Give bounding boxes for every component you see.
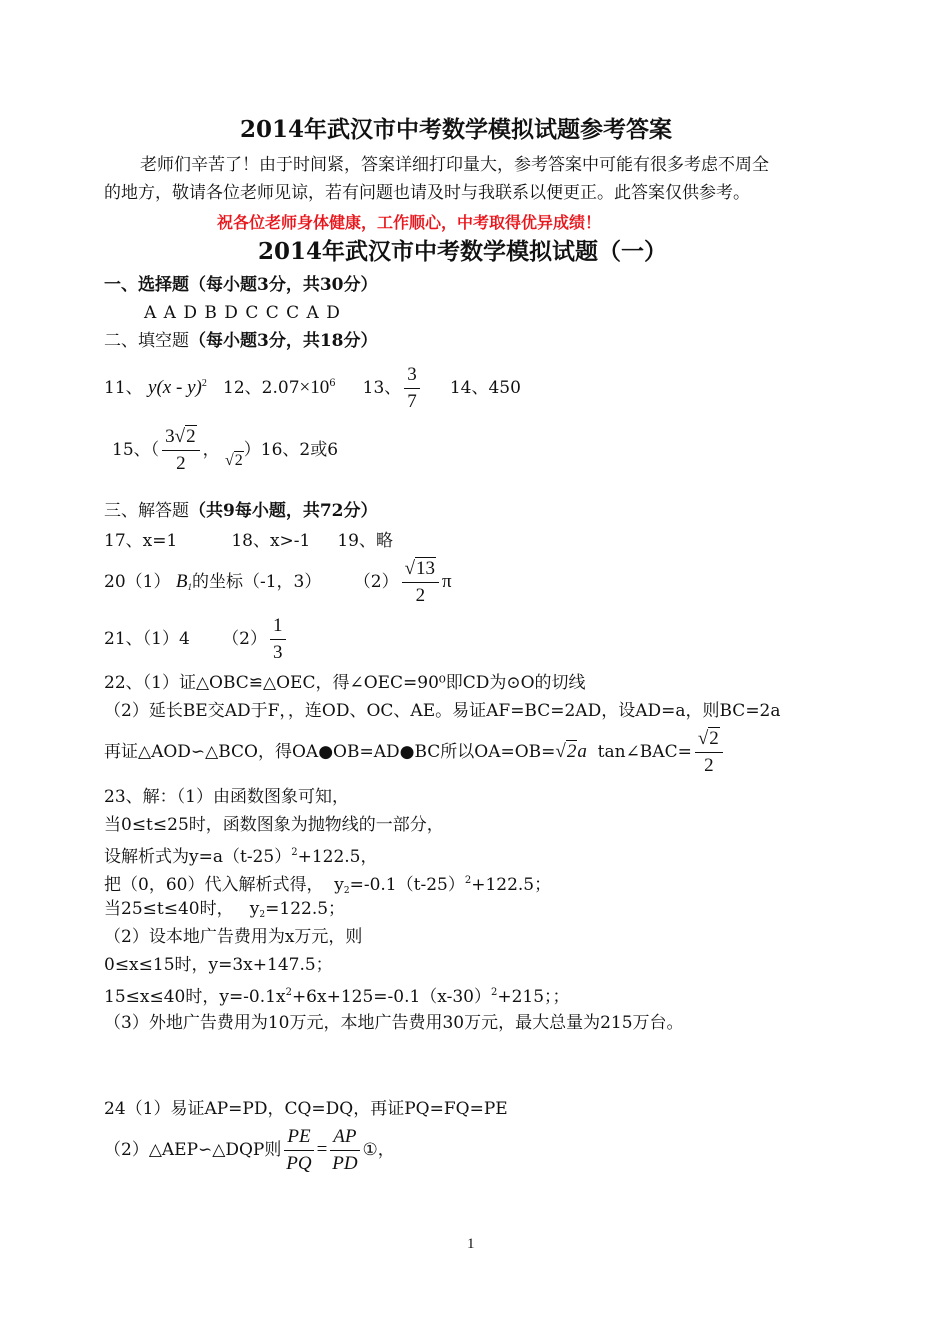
q15-label: 15、（ xyxy=(112,440,160,460)
q11-label: 11、 xyxy=(104,378,143,398)
q22-frac-sqrt: √2 xyxy=(697,728,719,749)
q15-comma: ， xyxy=(202,440,220,460)
intro-line-1: 老师们辛苦了！由于时间紧，答案详细打印量大，参考答案中可能有很多考虑不周全 xyxy=(140,155,769,175)
q24-f2-num: AP xyxy=(330,1126,359,1151)
q20-num xyxy=(402,558,439,583)
q20-pi: π xyxy=(442,571,452,592)
q24-fraction-1 xyxy=(284,1126,313,1175)
q22-var: a xyxy=(577,741,587,762)
q23-l4-exp: 2 xyxy=(464,875,472,886)
section3-title-bold: （共9每小题，共72分） xyxy=(189,501,378,521)
q23-line-6: （2）设本地广告费用为x万元，则 xyxy=(104,927,363,947)
q24-tail: ①， xyxy=(362,1140,395,1160)
q24-fraction-2 xyxy=(330,1126,359,1175)
q22-fraction xyxy=(695,728,723,777)
q20-rad: 13 xyxy=(416,558,436,579)
intro-line-2: 的地方，敬请各位老师见谅，若有问题也请及时与我联系以便更正。此答案仅供参考。 xyxy=(104,183,750,203)
q23-line-2: 当0≤t≤25时，函数图象为抛物线的一部分， xyxy=(104,815,444,835)
q20-den: 2 xyxy=(415,585,426,606)
q22-sqrt: √2 xyxy=(555,741,577,762)
q15-tail: ）16、2或6 xyxy=(243,440,339,460)
q12-exp: 6 xyxy=(329,378,336,389)
q24-l2-pre: （2）△AEP∽△DQP则 xyxy=(104,1140,282,1160)
q15-sqrt: √2 xyxy=(224,452,243,469)
q23-l8-pre: 15≤x≤40时，y=-0.1x xyxy=(104,987,286,1007)
q23-l8-exp1: 2 xyxy=(285,987,292,998)
q24-line-1: 24（1）易证AP=PD，CQ=DQ，再证PQ=FQ=PE xyxy=(104,1099,508,1119)
q15-den: 2 xyxy=(176,453,186,474)
q24-f1-den: PQ xyxy=(286,1153,312,1174)
q21-den: 3 xyxy=(273,642,283,663)
q23-l4-pre: 把（0，60）代入解析式得， y xyxy=(104,875,344,895)
q22-rad: 2 xyxy=(566,741,577,762)
q22-tan: tan∠BAC= xyxy=(586,742,692,762)
section3-title xyxy=(104,500,378,522)
q23-l4-sub: 2 xyxy=(343,886,350,896)
q15-fraction xyxy=(162,426,199,475)
q23-l8-mid: +6x+125=-0.1（x-30） xyxy=(291,987,491,1007)
q22-line-2: （2）延长BE交AD于F，，连OD、OC、AE。易证AF=BC=2AD，设AD=a，则BC=2a xyxy=(104,701,781,721)
q23-l5-sub: 2 xyxy=(259,910,266,920)
q17-19: 17、x=1 18、x>-1 19、略 xyxy=(104,531,393,551)
q15-num xyxy=(162,426,199,451)
section2-title xyxy=(104,330,378,352)
q21-fraction xyxy=(270,615,286,664)
q15-rad: 2 xyxy=(234,452,243,469)
q23-line-3 xyxy=(104,842,378,868)
q23-l4-post: +122.5； xyxy=(471,875,552,895)
fill-row-1 xyxy=(104,360,521,412)
q24-line-2 xyxy=(104,1124,395,1176)
q23-l3-post: +122.5， xyxy=(297,847,378,867)
q20-label: 20（1） xyxy=(104,572,171,592)
q20-text: 的坐标（-1，3） （2） xyxy=(191,572,399,592)
q20 xyxy=(104,556,452,608)
q12-label: 12、2.07 xyxy=(223,378,300,398)
page-title: 2014年武汉市中考数学模拟试题参考答案 xyxy=(240,116,673,143)
q20-var-letter: B xyxy=(175,571,188,592)
q15-num-rad: 2 xyxy=(186,426,196,447)
greeting: 祝各位老师身体健康，工作顺心，中考取得优异成绩！ xyxy=(217,213,602,232)
q23-l5-pre: 当25≤t≤40时， y xyxy=(104,899,260,919)
section1-title: 一、选择题（每小题3分，共30分） xyxy=(104,275,378,295)
q23-l3-pre: 设解析式为y=a（t-25） xyxy=(104,847,292,867)
q11-exp: 2 xyxy=(201,378,207,389)
q21 xyxy=(104,614,289,664)
q15-num-sqrt: √2 xyxy=(174,426,196,447)
q23-line-1: 23、解：（1）由函数图象可知， xyxy=(104,787,349,807)
q23-line-5 xyxy=(104,898,345,926)
q21-text: 21、（1）4 （2） xyxy=(104,629,268,649)
section1-answers: A A D B D C C C A D xyxy=(144,303,341,323)
q22-line-3 xyxy=(104,726,726,778)
q20-var-sub: 1 xyxy=(187,582,192,592)
q22-frac-den: 2 xyxy=(704,755,714,776)
q21-num: 1 xyxy=(270,615,286,640)
q23-l8-post: +215；； xyxy=(497,987,570,1007)
q14: 14、450 xyxy=(449,378,521,398)
section2-title-bold: （每小题3分，共18分） xyxy=(189,331,378,351)
q20-sqrt: √13 xyxy=(404,558,436,579)
q20-var xyxy=(176,571,192,592)
q24-f1-num: PE xyxy=(284,1126,313,1151)
q15-num-coef: 3 xyxy=(165,426,175,447)
section2-title-plain: 二、填空题 xyxy=(104,331,189,351)
q13-den: 7 xyxy=(407,391,417,412)
q20-fraction xyxy=(402,558,439,607)
q13-label: 13、 xyxy=(362,378,402,398)
q13-fraction xyxy=(404,364,420,413)
q11-expression xyxy=(148,377,207,398)
section3-title-plain: 三、解答题 xyxy=(104,501,189,521)
q22-frac-num xyxy=(695,728,723,753)
q11-expr: y(x - y) xyxy=(148,377,202,398)
q22-line-1: 22、（1）证△OBC≌△OEC，得∠OEC=90⁰即CD为⊙O的切线 xyxy=(104,673,586,693)
q23-l5-post: =122.5； xyxy=(265,899,346,919)
q22-line3-pre: 再证△AOD∽△BCO，得OA●OB=AD●BC所以OA=OB= xyxy=(104,742,556,762)
q24-eq: = xyxy=(316,1139,328,1160)
q23-line-8 xyxy=(104,982,570,1008)
q23-l8-exp2: 2 xyxy=(490,987,498,998)
q12-times: ×10 xyxy=(299,377,330,398)
fill-row-2 xyxy=(112,422,338,478)
q13-num: 3 xyxy=(404,364,420,389)
subtitle: 2014年武汉市中考数学模拟试题（一） xyxy=(258,238,668,265)
q23-l3-exp: 2 xyxy=(291,847,298,858)
q23-line-9: （3）外地广告费用为10万元，本地广告费用30万元，最大总量为215万台。 xyxy=(104,1013,684,1033)
q23-line-7: 0≤x≤15时，y=3x+147.5； xyxy=(104,955,333,975)
q22-frac-rad: 2 xyxy=(709,728,719,749)
page-number: 1 xyxy=(467,1236,475,1252)
q23-l4-mid: =-0.1（t-25） xyxy=(349,875,465,895)
q24-f2-den: PD xyxy=(332,1153,358,1174)
